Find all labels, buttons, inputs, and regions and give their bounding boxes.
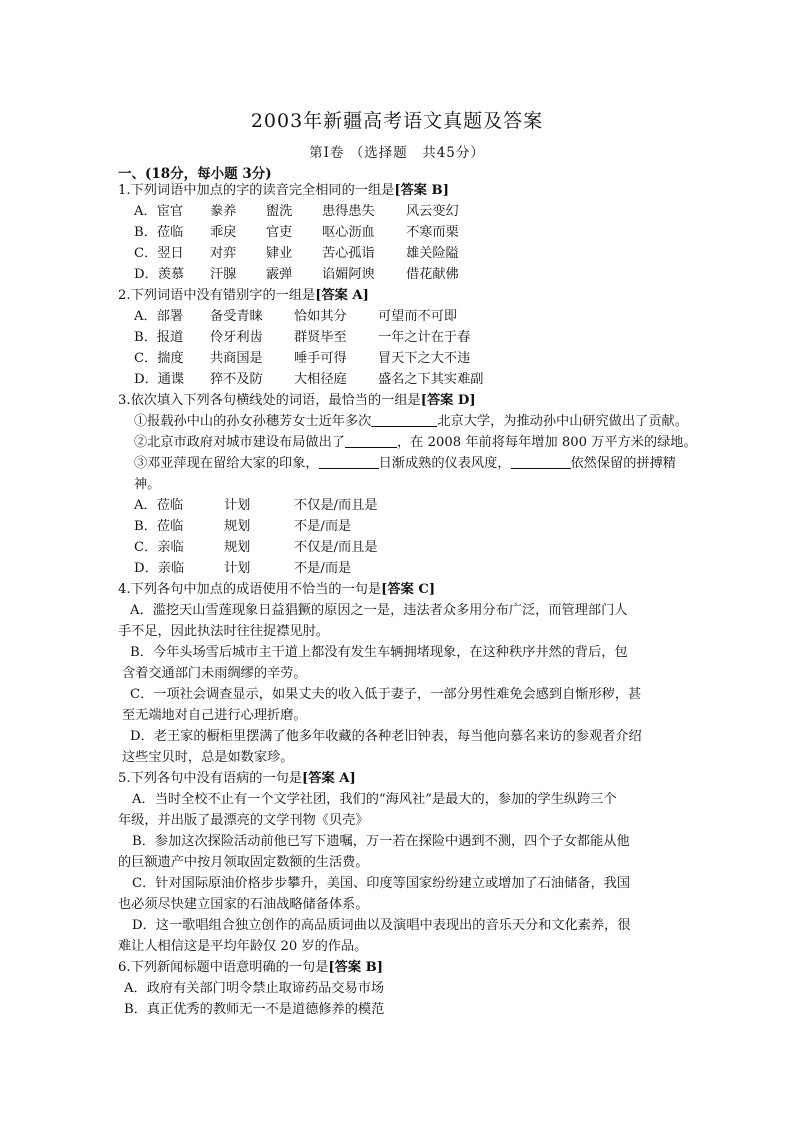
option-row xyxy=(134,558,694,579)
answer-label: [答案 B] xyxy=(394,183,449,198)
option-cell: 豢养 xyxy=(210,204,237,219)
option-cell: D．通谍 xyxy=(134,372,185,387)
sentence-1 xyxy=(134,411,688,432)
question-text: 6.下列新闻标题中语意明确的一句是 xyxy=(118,960,329,975)
option-cell: 一年之计在于春 xyxy=(378,330,471,345)
option-cell: C．揣度 xyxy=(134,351,184,366)
answer-label: [答案 B] xyxy=(328,960,383,975)
option-cell: C．亲临 xyxy=(134,540,184,555)
answer-label: [答案 A] xyxy=(302,771,356,786)
option-cell: 雄关险隘 xyxy=(406,246,459,261)
option-cell: 借花献佛 xyxy=(406,267,459,282)
option-cell: B．莅临 xyxy=(134,225,184,240)
sentence-text: ②北京市政府对城市建设布局做出了 xyxy=(134,435,345,450)
option-cell: D．羡慕 xyxy=(134,267,185,282)
option-cell: 官吏 xyxy=(266,225,293,240)
option-row xyxy=(134,243,694,264)
option-row xyxy=(134,327,694,348)
option-cell: 备受青睐 xyxy=(210,309,263,324)
option-cell: 肄业 xyxy=(266,246,293,261)
sentence-text: 日渐成熟的仪表风度， xyxy=(378,456,511,471)
question-1-stem xyxy=(118,180,449,201)
option-cell: 规划 xyxy=(224,519,251,534)
option-line: D．老王家的橱柜里摆满了他多年收藏的各种老旧钟表，每当他向慕名来访的参观者介绍 xyxy=(130,729,642,744)
option-line: 年级，并出版了最漂亮的文学刊物《贝壳》 xyxy=(118,813,369,828)
option-line: 难让人相信这是平均年龄仅 20 岁的作品。 xyxy=(118,939,368,954)
question-text: 2.下列词语中没有错别字的一组是 xyxy=(118,288,316,303)
option-cell: 大相径庭 xyxy=(294,372,347,387)
option-cell: 唾手可得 xyxy=(294,351,347,366)
option-row xyxy=(134,222,694,243)
question-6-stem xyxy=(118,957,383,978)
section-heading: 一、(18分，每小题 3分) xyxy=(118,166,272,182)
option-cell: D．亲临 xyxy=(134,561,185,576)
option-row xyxy=(134,306,694,327)
option-cell: 苦心孤诣 xyxy=(322,246,375,261)
question-5-stem xyxy=(118,768,356,789)
question-4-stem xyxy=(118,579,435,600)
option-cell: 霰弹 xyxy=(266,267,293,282)
option-cell: 汗腺 xyxy=(210,267,237,282)
option-cell: 盥洗 xyxy=(266,204,293,219)
option-cell: B．莅临 xyxy=(134,519,184,534)
fill-blank xyxy=(371,412,437,427)
option-cell: 冒天下之大不违 xyxy=(378,351,471,366)
question-text: 5.下列各句中没有语病的一句是 xyxy=(118,771,303,786)
option-row xyxy=(134,495,694,516)
option-cell: 呕心沥血 xyxy=(322,225,375,240)
option-line: A．滥挖天山雪莲现象日益猖獗的原因之一是，违法者众多用分布广泛，而管理部门人 xyxy=(130,603,628,618)
option-line: B．真正优秀的教师无一不是道德修养的模范 xyxy=(124,1002,385,1017)
option-line: B．参加这次探险活动前他已写下遗嘱，万一若在探险中遇到不测，四个子女都能从他 xyxy=(132,834,630,849)
option-line: 含着交通部门未雨绸缪的辛劳。 xyxy=(122,666,307,681)
fill-blank xyxy=(511,454,571,469)
option-cell: 不是/而是 xyxy=(294,519,352,534)
question-text: 1.下列词语中加点的字的读音完全相同的一组是 xyxy=(118,183,395,198)
option-cell: 猝不及防 xyxy=(210,372,263,387)
sentence-2 xyxy=(134,432,697,453)
option-cell: 共商国是 xyxy=(210,351,263,366)
option-row xyxy=(134,516,694,537)
option-cell: 谄媚阿谀 xyxy=(322,267,375,282)
option-cell: 不是/而是 xyxy=(294,561,352,576)
option-line: 至无端地对自己进行心理折磨。 xyxy=(122,708,307,723)
question-2-stem xyxy=(118,285,369,306)
answer-label: [答案 D] xyxy=(420,393,476,408)
option-cell: 乖戾 xyxy=(210,225,237,240)
option-line: C．针对国际原油价格步步攀升，美国、印度等国家纷纷建立或增加了石油储备，我国 xyxy=(132,876,631,891)
option-cell: C．翌日 xyxy=(134,246,184,261)
option-line: A．当时全校不止有一个文学社团，我们的“海风社”是最大的，参加的学生纵跨三个 xyxy=(132,792,617,807)
question-text: 4.下列各句中加点的成语使用不恰当的一句是 xyxy=(118,582,382,597)
option-line: D．这一歌唱组合独立创作的高品质词曲以及演唱中表现出的音乐天分和文化素养，很 xyxy=(132,918,631,933)
question-3-stem xyxy=(118,390,476,411)
option-cell: A．莅临 xyxy=(134,498,184,513)
option-cell: 不仅是/而且是 xyxy=(294,540,378,555)
option-row xyxy=(134,348,694,369)
sentence-3 xyxy=(134,453,676,474)
option-cell: 群贤毕至 xyxy=(294,330,347,345)
sentence-text: 北京大学，为推动孙中山研究做出了贡献。 xyxy=(437,414,688,429)
fill-blank xyxy=(319,454,379,469)
option-line: B．今年头场雪后城市主干道上都没有发生车辆拥堵现象，在这种秩序井然的背后，包 xyxy=(130,645,628,660)
sentence-text: 依然保留的拼搏精 xyxy=(570,456,676,471)
option-cell: 计划 xyxy=(224,498,251,513)
page-title: 2003年新疆高考语文真题及答案 xyxy=(250,110,544,132)
option-cell: 可望而不可即 xyxy=(378,309,458,324)
option-cell: A．宦官 xyxy=(134,204,184,219)
option-cell: 风云变幻 xyxy=(406,204,459,219)
option-cell: 恰如其分 xyxy=(294,309,347,324)
option-line: A．政府有关部门明令禁止取谛药品交易市场 xyxy=(124,981,385,996)
option-line: 手不足，因此执法时往往捉襟见肘。 xyxy=(118,624,329,639)
option-cell: B．报道 xyxy=(134,330,184,345)
option-cell: 患得患失 xyxy=(322,204,375,219)
option-cell: 不仅是/而且是 xyxy=(294,498,378,513)
option-line: 也必须尽快建立国家的石油战略储备体系。 xyxy=(118,897,369,912)
option-cell: 规划 xyxy=(224,540,251,555)
option-row xyxy=(134,369,694,390)
option-cell: 不寒而栗 xyxy=(406,225,459,240)
option-line: 这些宝贝时，总是如数家珍。 xyxy=(122,750,294,765)
answer-label: [答案 C] xyxy=(381,582,436,597)
sentence-text: ①报载孙中山的孙女孙穗芳女士近年多次 xyxy=(134,414,372,429)
option-cell: 对弈 xyxy=(210,246,237,261)
option-line: C．一项社会调查显示，如果丈夫的收入低于妻子，一部分男性难免会感到自惭形秽，甚 xyxy=(130,687,642,702)
sentence-text: ，在 2008 年前将每年增加 800 万平方米的绿地。 xyxy=(397,435,697,450)
question-text: 3.依次填入下列各句横线处的词语，最恰当的一组是 xyxy=(118,393,421,408)
option-cell: A．部署 xyxy=(134,309,184,324)
answer-label: [答案 A] xyxy=(315,288,369,303)
part-heading: 第Ⅰ卷 （选择题 共45分） xyxy=(309,145,485,161)
option-cell: 盛名之下其实难副 xyxy=(378,372,484,387)
option-row xyxy=(134,201,694,222)
sentence-3-cont: 神。 xyxy=(134,477,161,492)
option-line: 的巨额遗产中按月领取固定数额的生活费。 xyxy=(118,855,369,870)
option-cell: 伶牙利齿 xyxy=(210,330,263,345)
sentence-text: ③邓亚萍现在留给大家的印象， xyxy=(134,456,319,471)
fill-blank xyxy=(345,433,397,448)
option-cell: 计划 xyxy=(224,561,251,576)
option-row xyxy=(134,264,694,285)
option-row xyxy=(134,537,694,558)
